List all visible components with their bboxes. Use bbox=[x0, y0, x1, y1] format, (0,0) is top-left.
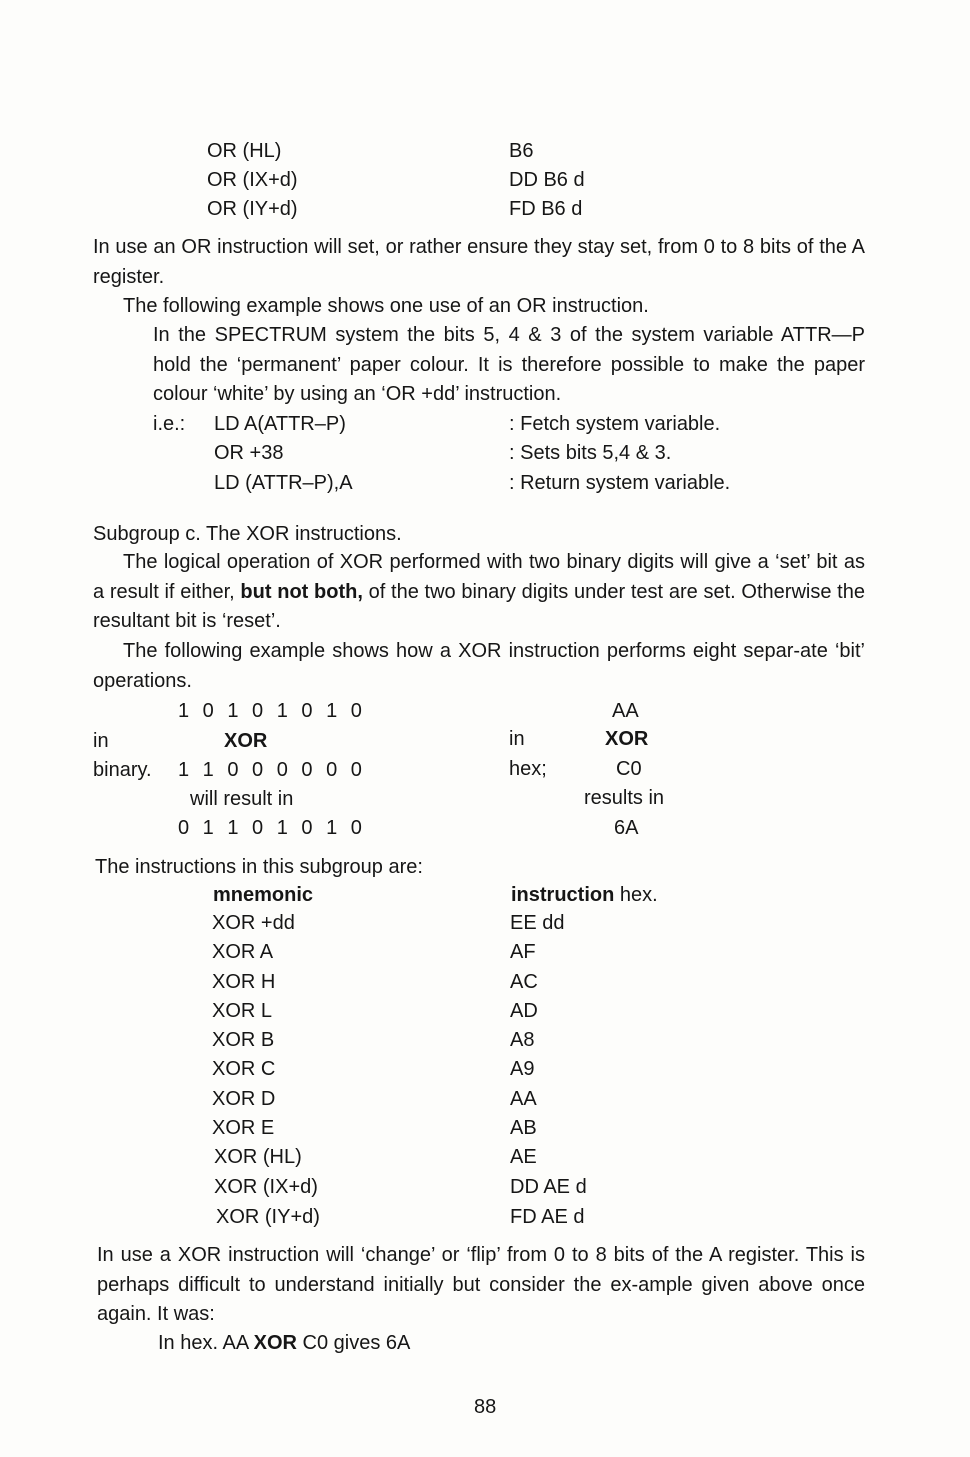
table-row-mnemonic: XOR H bbox=[212, 971, 276, 993]
or-table-row-3-mnemonic: OR (IY+d) bbox=[207, 198, 298, 220]
table-row-mnemonic: XOR (HL) bbox=[214, 1146, 302, 1168]
final-example-line: In hex. AA XOR C0 gives 6A bbox=[158, 1332, 411, 1354]
table-row-mnemonic: XOR +dd bbox=[212, 912, 295, 934]
table-row-mnemonic: XOR E bbox=[212, 1117, 275, 1139]
table-row-hex: AD bbox=[510, 1000, 538, 1022]
or-table-row-1-mnemonic: OR (HL) bbox=[207, 140, 282, 162]
table-row-hex: FD AE d bbox=[510, 1206, 585, 1228]
instructions-intro: The instructions in this subgroup are: bbox=[95, 856, 423, 878]
binary-result: 0 1 1 0 1 0 1 0 bbox=[178, 817, 366, 839]
table-row-hex: A9 bbox=[510, 1058, 535, 1080]
xor-use-paragraph: In use a XOR instruction will ‘change’ or ‘flip’ from 0 to 8 bits of the A register. This is perhaps difficult to understand initially but consider the ex-ample given above once again. It was: bbox=[97, 1244, 865, 1325]
table-row-mnemonic: XOR C bbox=[212, 1058, 276, 1080]
or-table-row-1-hex: B6 bbox=[509, 140, 534, 162]
code-line-3: LD (ATTR–P),A bbox=[214, 472, 353, 494]
code-comment-3: : Return system variable. bbox=[509, 472, 731, 494]
hex-operator: XOR bbox=[605, 728, 649, 750]
code-line-2: OR +38 bbox=[214, 442, 284, 464]
xor-table-header-mnemonic: mnemonic bbox=[213, 884, 314, 906]
table-row-hex: A8 bbox=[510, 1029, 535, 1051]
table-row-mnemonic: XOR L bbox=[212, 1000, 273, 1022]
hex-result: 6A bbox=[614, 817, 639, 839]
binary-operand-1: 1 0 1 0 1 0 1 0 bbox=[178, 700, 366, 722]
or-table-row-2-hex: DD B6 d bbox=[509, 169, 585, 191]
hex-operand-2: C0 bbox=[616, 758, 642, 780]
binary-result-label: will result in bbox=[190, 788, 294, 810]
hex-operand-1: AA bbox=[612, 700, 639, 722]
table-row-hex: DD AE d bbox=[510, 1176, 587, 1198]
binary-operator: XOR bbox=[224, 730, 268, 752]
table-row-mnemonic: XOR A bbox=[212, 941, 274, 963]
code-comment-2: : Sets bits 5,4 & 3. bbox=[509, 442, 672, 464]
table-row-hex: AF bbox=[510, 941, 536, 963]
code-comment-1: : Fetch system variable. bbox=[509, 413, 721, 435]
example-intro: The following example shows one use of an OR instruction. bbox=[123, 295, 649, 317]
hex-result-label: results in bbox=[584, 787, 665, 809]
code-prefix: i.e.: bbox=[153, 413, 186, 435]
spectrum-paragraph: In the SPECTRUM system the bits 5, 4 & 3 of the system variable ATTR—P hold the ‘permanent’ paper colour. It is therefore possible to make the paper colour ‘white’ by using an ‘OR +dd’ instruction. bbox=[153, 324, 865, 405]
table-row-mnemonic: XOR (IX+d) bbox=[214, 1176, 318, 1198]
code-line-1: LD A(ATTR–P) bbox=[214, 413, 346, 435]
xor-logic-paragraph: The logical operation of XOR performed with two binary digits will give a ‘set’ bit as a result if either, but not both, of the two binary digits under test are set. Otherwise the resultant bit is ‘reset’. bbox=[93, 551, 865, 632]
table-row-hex: AA bbox=[510, 1088, 537, 1110]
xor-example-paragraph: The following example shows how a XOR instruction performs eight separ-ate ‘bit’ operations. bbox=[93, 640, 865, 692]
or-table-row-2-mnemonic: OR (IX+d) bbox=[207, 169, 298, 191]
table-row-hex: AB bbox=[510, 1117, 537, 1139]
page-number: 88 bbox=[474, 1396, 497, 1418]
table-row-mnemonic: XOR D bbox=[212, 1088, 276, 1110]
table-row-mnemonic: XOR B bbox=[212, 1029, 275, 1051]
xor-table-header-instruction: instruction hex. bbox=[511, 884, 658, 906]
table-row-hex: AE bbox=[510, 1146, 537, 1168]
hex-in-label: in bbox=[509, 728, 525, 750]
hex-label: hex; bbox=[509, 758, 547, 780]
subgroup-heading: Subgroup c. The XOR instructions. bbox=[93, 523, 402, 545]
or-table-row-3-hex: FD B6 d bbox=[509, 198, 583, 220]
binary-operand-2: 1 1 0 0 0 0 0 0 bbox=[178, 759, 366, 781]
or-use-paragraph: In use an OR instruction will set, or rather ensure they stay set, from 0 to 8 bits of the A register. bbox=[93, 236, 865, 288]
table-row-mnemonic: XOR (IY+d) bbox=[216, 1206, 320, 1228]
binary-label: binary. bbox=[93, 759, 152, 781]
table-row-hex: EE dd bbox=[510, 912, 565, 934]
binary-in-label: in bbox=[93, 730, 109, 752]
table-row-hex: AC bbox=[510, 971, 538, 993]
